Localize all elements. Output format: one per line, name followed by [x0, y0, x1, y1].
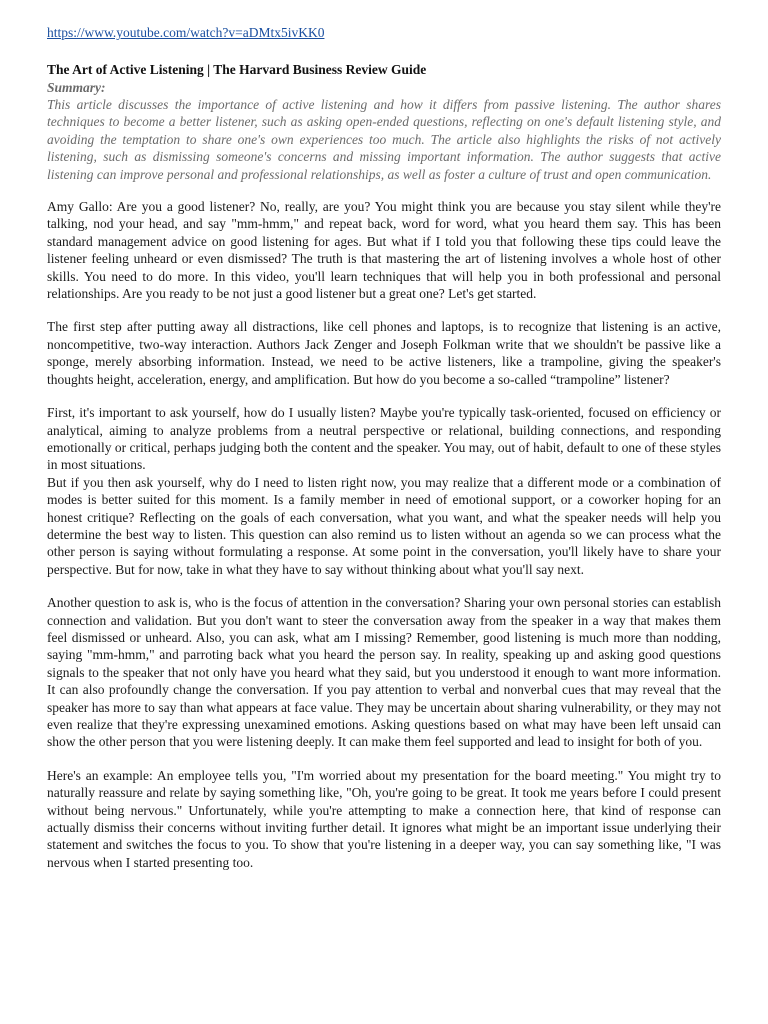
video-link[interactable]: https://www.youtube.com/watch?v=aDMtx5ivKK0 [47, 25, 325, 40]
body-paragraph: Here's an example: An employee tells you, "I'm worried about my presentation for the board meeting." You might try to naturally reassure and relate by saying something like, "Oh, you're going to be great. It took me years before I could present without being nervous." Unfortunately, while you're attempting to make a connection here, that kind of response can actually dismiss their concerns without inviting further detail. It ignores what might be an important issue underlying their statement and switches the focus to you. To show that you're listening in a deeper way, you can say something like, "I was nervous when I started presenting too. [47, 767, 721, 870]
body-paragraph: First, it's important to ask yourself, how do I usually listen? Maybe you're typically task-oriented, focused on efficiency or analytical, aiming to analyze problems from a neutral perspective or relational, building connections, and responding emotionally or critical, perhaps judging both the content and the speaker. You may, out of habit, default to one of these styles in most situations. [47, 405, 721, 473]
summary-text: This article discusses the importance of active listening and how it differs from passive listening. The author shares techniques to become a better listener, such as asking open-ended questions, reflecting on one's default listening style, and avoiding the temptation to share one's own experiences too much. The article also highlights the risks of not actively listening, such as dismissing someone's concerns and missing important information. The author suggests that active listening can improve personal and professional relationships, as well as foster a culture of trust and open communication. [47, 97, 721, 182]
summary-label: Summary: [47, 80, 106, 95]
body-paragraph: Another question to ask is, who is the focus of attention in the conversation? Sharing your own personal stories can establish connection and validation. But you don't want to steer the conversation away from the speaker in a way that makes them feel dismissed or unheard. Also, you can ask, what am I missing? Remember, good listening is much more than nodding, saying "mm-hmm," and parroting back what you heard the person say. In reality, speaking up and asking good questions signals to the speaker that not only have you heard what they said, but you understood it enough to want more information. It can also profoundly change the conversation. If you pay attention to verbal and nonverbal cues that may reveal that the speaker has more to say than what appears at face value. They may be uncertain about sharing vulnerability, or they may not even realize that they're expressing unexamined emotions. Asking questions based on what may have been left unsaid can show the other person that you were listening deeply. It can make them feel supported and lead to insight for both of you. [47, 595, 721, 750]
document-page [47, 24, 721, 887]
body-paragraph: But if you then ask yourself, why do I need to listen right now, you may realize that a different mode or a combination of modes is better suited for this moment. Is a family member in need of emotional support, or a coworker hoping for an honest critique? Reflecting on the goals of each conversation, what you want, and what the speaker needs will help you determine the best way to listen. This question can also remind us to listen without an agenda so we can process what the other person is saying without formulating a response. At some point in the conversation, you'll likely have to share your perspective. But for now, take in what they have to say without thinking about what you'll say next. [47, 474, 721, 577]
body-paragraph: The first step after putting away all distractions, like cell phones and laptops, is to recognize that listening is an active, noncompetitive, two-way interaction. Authors Jack Zenger and Joseph Folkman write that we shouldn't be passive like a sponge, merely absorbing information. Instead, we need to be active listeners, like a trampoline, giving the speaker's thoughts height, acceleration, energy, and amplification. But how do you become a so-called “trampoline” listener? [47, 319, 721, 387]
document-title: The Art of Active Listening | The Harvard Business Review Guide [47, 62, 427, 77]
body-paragraph: Amy Gallo: Are you a good listener? No, really, are you? You might think you are because you stay silent while they're talking, nod your head, and say "mm-hmm," and repeat back, word for word, what you heard them say. This has been standard management advice on good listening for ages. But what if I told you that following these tips could leave the listener feeling unheard or even dismissed? The truth is that mastering the art of listening involves a whole host of other skills. You need to do more. In this video, you'll learn techniques that will help you in both professional and personal relationships. Are you ready to be not just a good listener but a great one? Let's get started. [47, 199, 721, 302]
